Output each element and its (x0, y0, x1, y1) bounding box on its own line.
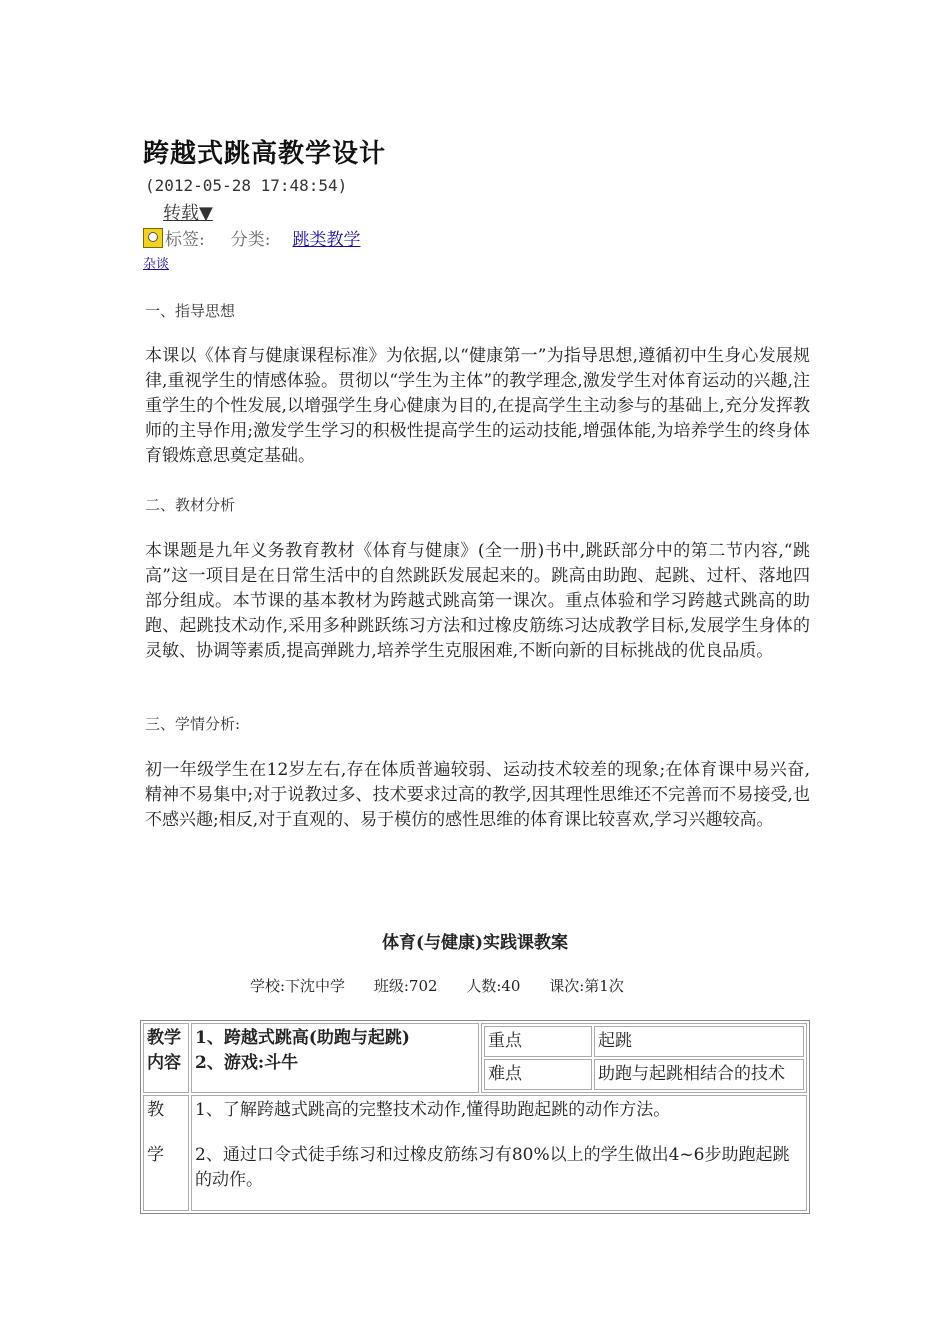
section-2-text: 本课题是九年义务教育教材《体育与健康》(全一册)书中,跳跃部分中的第二节内容,“跳高”这一项目是在日常生活中的自然跳跃发展起来的。跳高由助跑、起跳、过杆、落地四部分组成。本节课的基本教材为跨越式跳高第一课次。重点体验和学习跨越式跳高的助跑、起跳技术动作,采用多种跳跃练习方法和过橡皮筋练习达成教学目标,发展学生身体的灵敏、协调等素质,提高弹跳力,培养学生克服困难,不断向新的目标挑战的优良品质。 (145, 541, 810, 661)
goal-cell (191, 1095, 807, 1211)
category-label: 分类: (230, 230, 271, 250)
lesson-meta (250, 975, 648, 996)
goal-item-2: 2、通过口令式徒手练习和过橡皮筋练习有80%以上的学生做出4~6步助跑起跳的动作。 (195, 1145, 790, 1190)
post-date: (2012-05-28 17:48:54) (145, 176, 348, 195)
key-value: 起跳 (594, 1026, 804, 1057)
content-item-2: 2、游戏:斗牛 (195, 1053, 299, 1073)
class: 班级:702 (373, 977, 438, 995)
section-1-text: 本课以《体育与健康课程标准》为依据,以“健康第一”为指导思想,遵循初中生身心发展规律,重视学生的情感体验。贯彻以“学生为主体”的教学理念,激发学生对体育运动的兴趣,注重学生的个性发展,以增强学生身心健康为目的,在提高学生主动参与的基础上,充分发挥教师的主导作用;激发学生学习的积极性提高学生的运动技能,增强体能,为培养学生的终身体育锻炼意思奠定基础。 (145, 346, 810, 466)
focus-cell (481, 1023, 807, 1093)
repost-link[interactable]: 转载▼ (163, 203, 213, 224)
goal-label-cell (143, 1095, 189, 1211)
content-label-2: 内容 (147, 1053, 181, 1073)
content-label-1: 教学 (147, 1028, 181, 1048)
table-row (143, 1023, 807, 1093)
difficulty-label: 难点 (484, 1059, 592, 1090)
goal-label-2: 学 (147, 1145, 164, 1165)
difficulty-value: 助跑与起跳相结合的技术 (594, 1059, 804, 1090)
tag-label: 标签: (165, 230, 205, 250)
goal-item-1: 1、了解跨越式跳高的完整技术动作,懂得助跑起跳的动作方法。 (195, 1100, 671, 1120)
lesson-plan-caption: 体育(与健康)实践课教案 (381, 933, 569, 953)
goal-label-1: 教 (147, 1100, 164, 1120)
section-1-heading: 一、指导思想 (145, 302, 236, 320)
lesson-plan-table (140, 1020, 810, 1214)
table-row (484, 1059, 804, 1090)
section-2-heading: 二、教材分析 (145, 496, 236, 514)
table-row (143, 1095, 807, 1211)
category-link[interactable]: 跳类教学 (292, 230, 361, 250)
page-title: 跨越式跳高教学设计 (143, 139, 387, 169)
tag-icon (143, 228, 163, 248)
focus-table (482, 1024, 806, 1092)
session: 课次:第1次 (549, 977, 624, 995)
student-count: 人数:40 (466, 977, 521, 995)
content-item-1: 1、跨越式跳高(助跑与起跳) (195, 1028, 410, 1048)
tag-row (143, 225, 360, 250)
content-label-cell (143, 1023, 189, 1093)
school: 学校:下沈中学 (250, 977, 346, 995)
table-row (484, 1026, 804, 1057)
section-3-text: 初一年级学生在12岁左右,存在体质普遍较弱、运动技术较差的现象;在体育课中易兴奋,精神不易集中;对于说教过多、技术要求过高的教学,因其理性思维还不完善而不易接受,也不感兴趣;相反,对于直观的、易于模仿的感性思维的体育课比较喜欢,学习兴趣较高。 (145, 760, 810, 830)
section-3-heading: 三、学情分析: (145, 715, 241, 733)
content-cell (191, 1023, 479, 1093)
key-label: 重点 (484, 1026, 592, 1057)
tag-link[interactable]: 杂谈 (143, 257, 170, 272)
